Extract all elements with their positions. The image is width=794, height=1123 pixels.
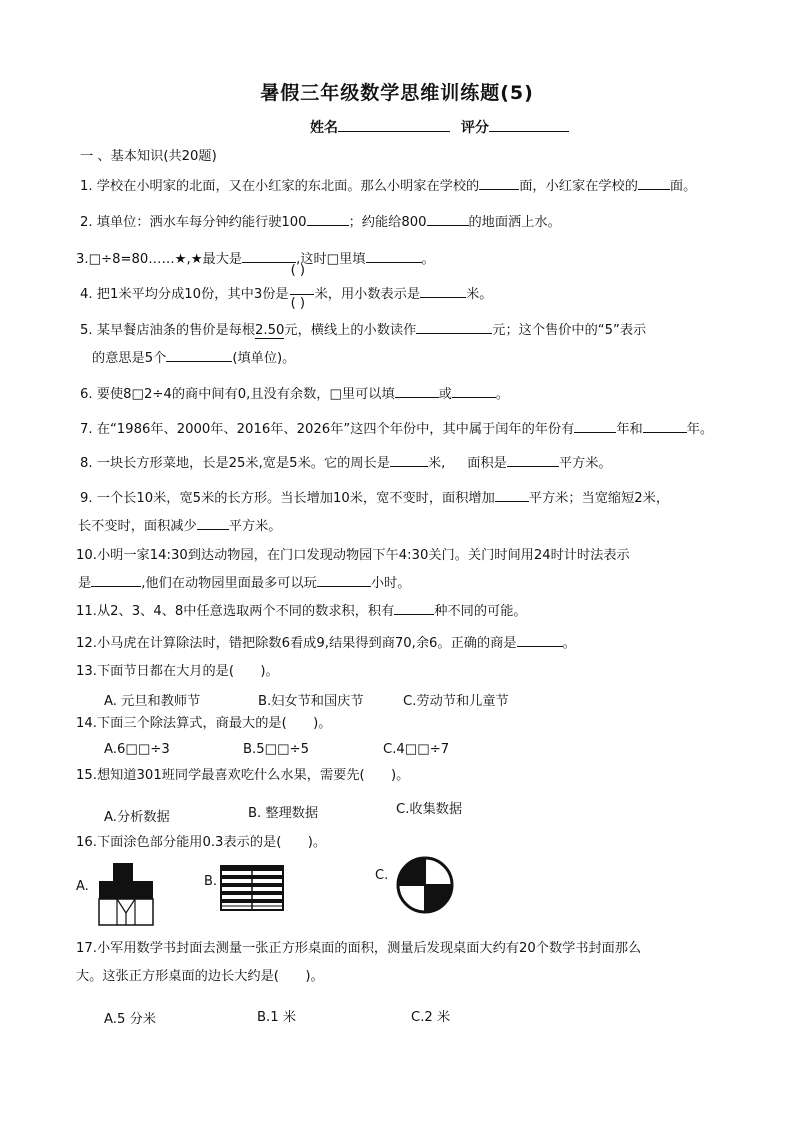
q1-blank-2[interactable] xyxy=(638,189,670,190)
question-7 xyxy=(80,421,713,439)
name-label: 姓名 xyxy=(310,120,338,136)
score-label: 评分 xyxy=(460,120,489,136)
q5-text-4: 的意思是5个 xyxy=(92,351,167,366)
q1-blank-1[interactable] xyxy=(479,189,519,190)
q16-option-b-label[interactable]: B. xyxy=(204,874,218,889)
q13-option-b[interactable]: B.妇女节和国庆节 xyxy=(258,694,364,709)
question-9 xyxy=(80,490,669,508)
q14-option-b[interactable]: B.5□□÷5 xyxy=(243,742,309,757)
question-3 xyxy=(76,251,435,269)
question-10-cont xyxy=(78,575,410,593)
q3-text-3: 。 xyxy=(421,252,435,267)
name-score-line xyxy=(310,117,569,137)
q16-option-a-label[interactable]: A. xyxy=(76,879,89,894)
q12-text-2: 。 xyxy=(562,636,576,651)
fig-c-shaded-quarter-1 xyxy=(398,858,425,885)
q9-text-4: 平方米。 xyxy=(228,519,282,534)
q15-option-b[interactable]: B. 整理数据 xyxy=(248,806,319,821)
fig-a-center-square xyxy=(117,881,135,899)
question-10 xyxy=(76,547,630,565)
q1-text: 1. 学校在小明家的北面，又在小红家的东北面。那么小明家在学校的 xyxy=(80,179,480,194)
fraction-blank[interactable] xyxy=(289,263,315,314)
q10-blank-2[interactable] xyxy=(317,586,371,587)
q7-text: 7. 在“1986年、2000年、2016年、2026年”这四个年份中，其中属于闰年的年份有 xyxy=(80,422,575,437)
q6-blank-2[interactable] xyxy=(452,397,496,398)
fig-c-shaded-quarter-2 xyxy=(425,885,452,912)
q2-text-2: ；约能给800 xyxy=(348,215,427,230)
q2-blank-2[interactable] xyxy=(427,225,469,226)
question-9-cont xyxy=(78,518,281,536)
q10-text-2: 是 xyxy=(78,576,92,591)
q16-figure-c[interactable] xyxy=(392,856,458,914)
q10-text: 10.小明一家14:30到达动物园，在门口发现动物园下午4:30关门。关门时间用24时计时法表示 xyxy=(76,548,630,563)
q16-figure-b[interactable] xyxy=(220,865,284,911)
q10-text-3: ,他们在动物园里面最多可以玩 xyxy=(141,576,317,591)
q11-text: 11.从2、3、4、8中任意选取两个不同的数求积，积有 xyxy=(76,604,395,619)
question-2 xyxy=(80,214,561,232)
question-14: 14.下面三个除法算式，商最大的是( )。 xyxy=(76,716,332,731)
question-15: 15.想知道301班同学最喜欢吃什么水果，需要先( )。 xyxy=(76,768,410,783)
q4-text-3: 米。 xyxy=(466,287,493,302)
q11-blank[interactable] xyxy=(394,614,434,615)
section-heading: 一 、基本知识(共20题) xyxy=(80,149,217,164)
q3-blank-2[interactable] xyxy=(366,262,422,263)
fig-a-left-square xyxy=(99,881,117,899)
fig-a-right-square xyxy=(135,881,153,899)
q9-text-3: 长不变时，面积减少 xyxy=(78,519,197,534)
q9-blank-1[interactable] xyxy=(495,501,529,502)
q14-option-a[interactable]: A.6□□÷3 xyxy=(104,742,170,757)
q16-option-c-label[interactable]: C. xyxy=(375,868,389,883)
question-13: 13.下面节日都在大月的是( )。 xyxy=(76,664,279,679)
q8-blank-1[interactable] xyxy=(390,466,428,467)
q17-option-c[interactable]: C.2 米 xyxy=(411,1010,451,1025)
question-1 xyxy=(80,178,696,196)
q2-blank-1[interactable] xyxy=(307,225,349,226)
q4-text: 4. 把1米平均分成10份，其中3份是 xyxy=(80,287,289,302)
q8-text-2: 米, xyxy=(427,456,446,471)
page-title: 暑假三年级数学思维训练题(5) xyxy=(260,82,534,104)
q5-price: 2.50 xyxy=(255,323,285,338)
q6-blank-1[interactable] xyxy=(395,397,439,398)
q1-text-3: 面。 xyxy=(669,179,697,194)
q4-text-2: 米，用小数表示是 xyxy=(314,287,421,302)
question-17: 17.小军用数学书封面去测量一张正方形桌面的面积，测量后发现桌面大约有20个数学书封面那么 xyxy=(76,941,642,956)
question-12 xyxy=(76,635,576,653)
q13-option-a[interactable]: A. 元旦和教师节 xyxy=(104,694,201,709)
fraction-numerator[interactable]: ( ) xyxy=(290,263,306,278)
q10-text-4: 小时。 xyxy=(370,576,411,591)
fraction-denominator[interactable]: ( ) xyxy=(290,296,306,311)
q15-option-c[interactable]: C.收集数据 xyxy=(396,802,463,817)
q5-text-3: 元；这个售价中的“5”表示 xyxy=(492,323,647,338)
q6-text-2: 或 xyxy=(438,387,452,402)
q5-text-2: 元，横线上的小数读作 xyxy=(284,323,417,338)
q6-text: 6. 要使8□2÷4的商中间有0,且没有余数，□里可以填 xyxy=(80,387,395,402)
q7-blank-2[interactable] xyxy=(643,432,687,433)
q8-blank-2[interactable] xyxy=(507,466,559,467)
q4-blank[interactable] xyxy=(420,297,466,298)
q3-text: 3.□÷8=80……★,★最大是 xyxy=(76,252,243,267)
q5-text-5: (填单位)。 xyxy=(232,351,296,366)
q17-option-a[interactable]: A.5 分米 xyxy=(104,1012,156,1027)
q16-figure-a[interactable] xyxy=(97,861,155,927)
q11-text-2: 种不同的可能。 xyxy=(434,604,527,619)
q7-text-2: 年和 xyxy=(616,422,643,437)
q2-text-3: 的地面洒上水。 xyxy=(468,215,561,230)
q2-text: 2. 填单位：洒水车每分钟约能行驶100 xyxy=(80,215,307,230)
q7-blank-1[interactable] xyxy=(574,432,616,433)
name-blank[interactable] xyxy=(338,131,450,132)
q5-text: 5. 某早餐店油条的售价是每根 xyxy=(80,323,256,338)
question-5-cont xyxy=(92,350,295,368)
q3-text-2: ,这时□里填 xyxy=(296,252,366,267)
score-blank[interactable] xyxy=(489,131,569,132)
q14-option-c[interactable]: C.4□□÷7 xyxy=(383,742,450,757)
q7-text-3: 年。 xyxy=(686,422,714,437)
q15-option-a[interactable]: A.分析数据 xyxy=(104,810,170,825)
question-4 xyxy=(80,263,493,315)
q3-blank-1[interactable] xyxy=(242,262,296,263)
q17-option-b[interactable]: B.1 米 xyxy=(257,1010,297,1025)
q8-text-4: 平方米。 xyxy=(558,456,612,471)
q9-blank-2[interactable] xyxy=(197,529,229,530)
q5-blank-1[interactable] xyxy=(416,333,492,334)
q9-text: 9. 一个长10米，宽5米的长方形。当长增加10米，宽不变时，面积增加 xyxy=(80,491,495,506)
question-11 xyxy=(76,603,527,621)
q12-text: 12.小马虎在计算除法时，错把除数6看成9,结果得到商70,余6。正确的商是 xyxy=(76,636,517,651)
q8-text-3: 面积是 xyxy=(467,456,507,471)
q1-text-2: 面，小红家在学校的 xyxy=(519,179,638,194)
question-6 xyxy=(80,386,509,404)
question-16: 16.下面涂色部分能用0.3表示的是( )。 xyxy=(76,835,327,850)
q9-text-2: 平方米；当宽缩短2米， xyxy=(528,491,670,506)
q13-option-c[interactable]: C.劳动节和儿童节 xyxy=(403,694,509,709)
q6-text-3: 。 xyxy=(495,387,510,402)
q5-blank-2[interactable] xyxy=(166,361,232,362)
q12-blank[interactable] xyxy=(517,646,563,647)
question-17-cont: 大。这张正方形桌面的边长大约是( )。 xyxy=(76,969,324,984)
q8-text: 8. 一块长方形菜地，长是25米,宽是5米。它的周长是 xyxy=(80,456,390,471)
fig-a-top-square xyxy=(113,863,133,881)
question-5 xyxy=(80,322,646,340)
q10-blank-1[interactable] xyxy=(91,586,141,587)
question-8 xyxy=(80,455,612,473)
